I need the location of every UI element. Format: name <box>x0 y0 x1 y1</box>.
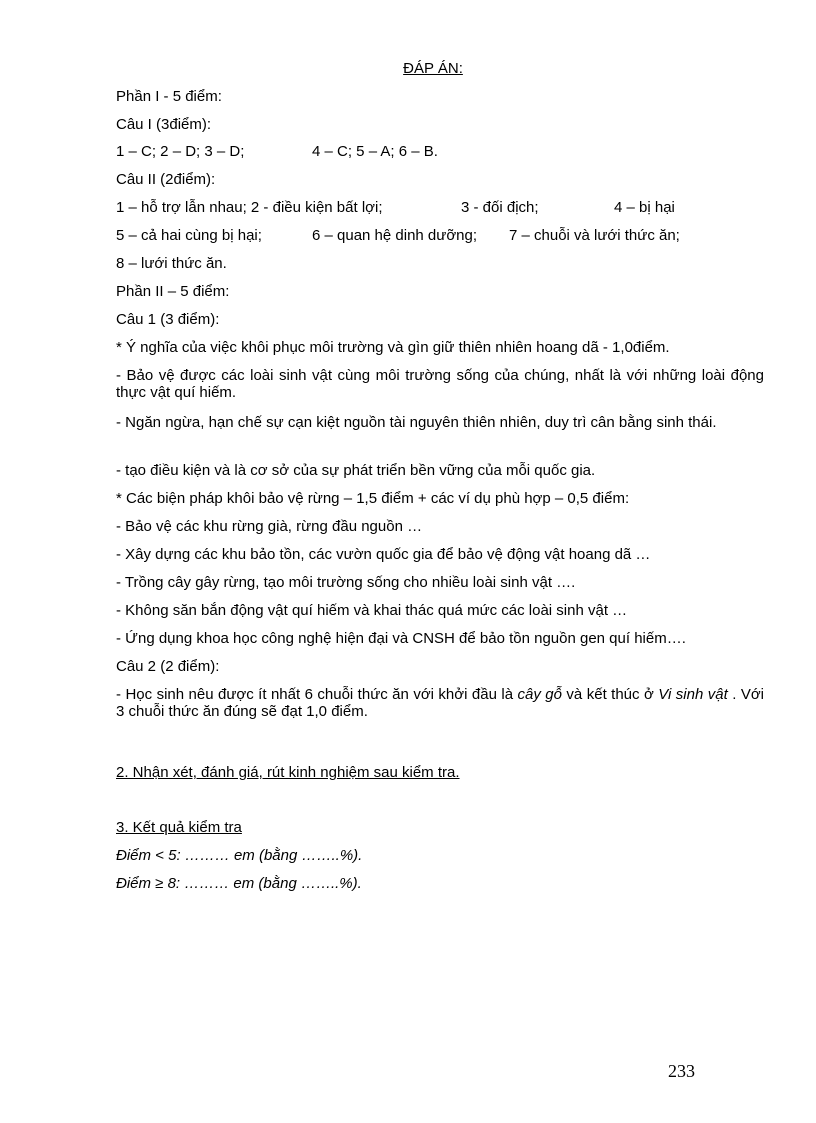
meaning-item-2: - Ngăn ngừa, hạn chế sự cạn kiệt nguồn tài nguyên thiên nhiên, duy trì cân bằng sinh thái. <box>116 414 717 431</box>
p2q2-text-c: và kết thúc ở <box>561 686 659 703</box>
part1-heading: Phần I - 5 điểm: <box>116 88 222 105</box>
answer-key-title: ĐÁP ÁN: <box>403 60 463 77</box>
q1-heading: Câu I (3điểm): <box>116 116 212 133</box>
q2-row2-a: 5 – cả hai cùng bị hại; <box>116 227 262 244</box>
p2q2-text-tree: cây gỗ <box>517 686 562 703</box>
section-3-heading: 3. Kết quả kiểm tra <box>116 819 242 836</box>
p2q2-heading: Câu 2 (2 điểm): <box>116 658 220 675</box>
q2-row2-b: 6 – quan hệ dinh dưỡng; <box>312 227 478 244</box>
p2q1-heading: Câu 1 (3 điểm): <box>116 311 220 328</box>
part2-heading: Phần II – 5 điểm: <box>116 283 230 300</box>
measure-item-4: - Không săn bắn động vật quí hiếm và khai thác quá mức các loài sinh vật … <box>116 602 628 619</box>
result-above-8: Điểm ≥ 8: ……… em (bằng ……..%). <box>116 875 362 892</box>
measure-item-2: - Xây dựng các khu bảo tồn, các vườn quốc gia để bảo vệ động vật hoang dã … <box>116 546 651 563</box>
measure-item-5: - Ứng dụng khoa học công nghệ hiện đại và CNSH để bảo tồn nguồn gen quí hiếm…. <box>116 630 686 647</box>
result-below-5: Điểm < 5: ……… em (bằng ……..%). <box>116 847 363 864</box>
p2q2-text-a: - Học sinh nêu được ít nhất 6 chuỗi thức ăn với khởi đầu là <box>116 686 518 703</box>
measure-item-1: - Bảo vệ các khu rừng già, rừng đầu nguồn … <box>116 518 423 535</box>
q2-row1-c: 4 – bị hại <box>614 199 675 216</box>
q2-heading: Câu II (2điểm): <box>116 171 216 188</box>
measures-heading: * Các biện pháp khôi bảo vệ rừng – 1,5 điểm + các ví dụ phù hợp – 0,5 điểm: <box>116 490 630 507</box>
q1-answers-b: 4 – C; 5 – A; 6 – B. <box>312 143 438 160</box>
q1-answers-a: 1 – C; 2 – D; 3 – D; <box>116 143 245 160</box>
meaning-item-1: - Bảo vệ được các loài sinh vật cùng môi trường sống của chúng, nhất là với những loài động thực vật quí hiếm. <box>116 367 764 401</box>
q2-row-3: 8 – lưới thức ăn. <box>116 255 227 272</box>
meaning-item-3: - tạo điều kiện và là cơ sở của sự phát triển bền vững của mỗi quốc gia. <box>116 462 596 479</box>
measure-item-3: - Trồng cây gây rừng, tạo môi trường sống cho nhiều loài sinh vật …. <box>116 574 576 591</box>
q2-row1-b: 3 - đối địch; <box>461 199 539 216</box>
p2q2-text-microbe: Vi sinh vật <box>658 686 728 703</box>
section-2-heading: 2. Nhận xét, đánh giá, rút kinh nghiệm sau kiểm tra. <box>116 764 460 781</box>
page-number: 233 <box>668 1061 695 1081</box>
meaning-heading: * Ý nghĩa của việc khôi phục môi trường và gìn giữ thiên nhiên hoang dã - 1,0điểm. <box>116 339 670 356</box>
p2q2-text-e: . Với 3 chuỗi thức ăn đúng sẽ đạt 1,0 điểm. <box>116 686 765 720</box>
q2-row1-a: 1 – hỗ trợ lẫn nhau; 2 - điều kiện bất lợi; <box>116 199 383 216</box>
q2-row2-c: 7 – chuỗi và lưới thức ăn; <box>509 227 680 244</box>
p2q2-answer <box>116 686 764 720</box>
